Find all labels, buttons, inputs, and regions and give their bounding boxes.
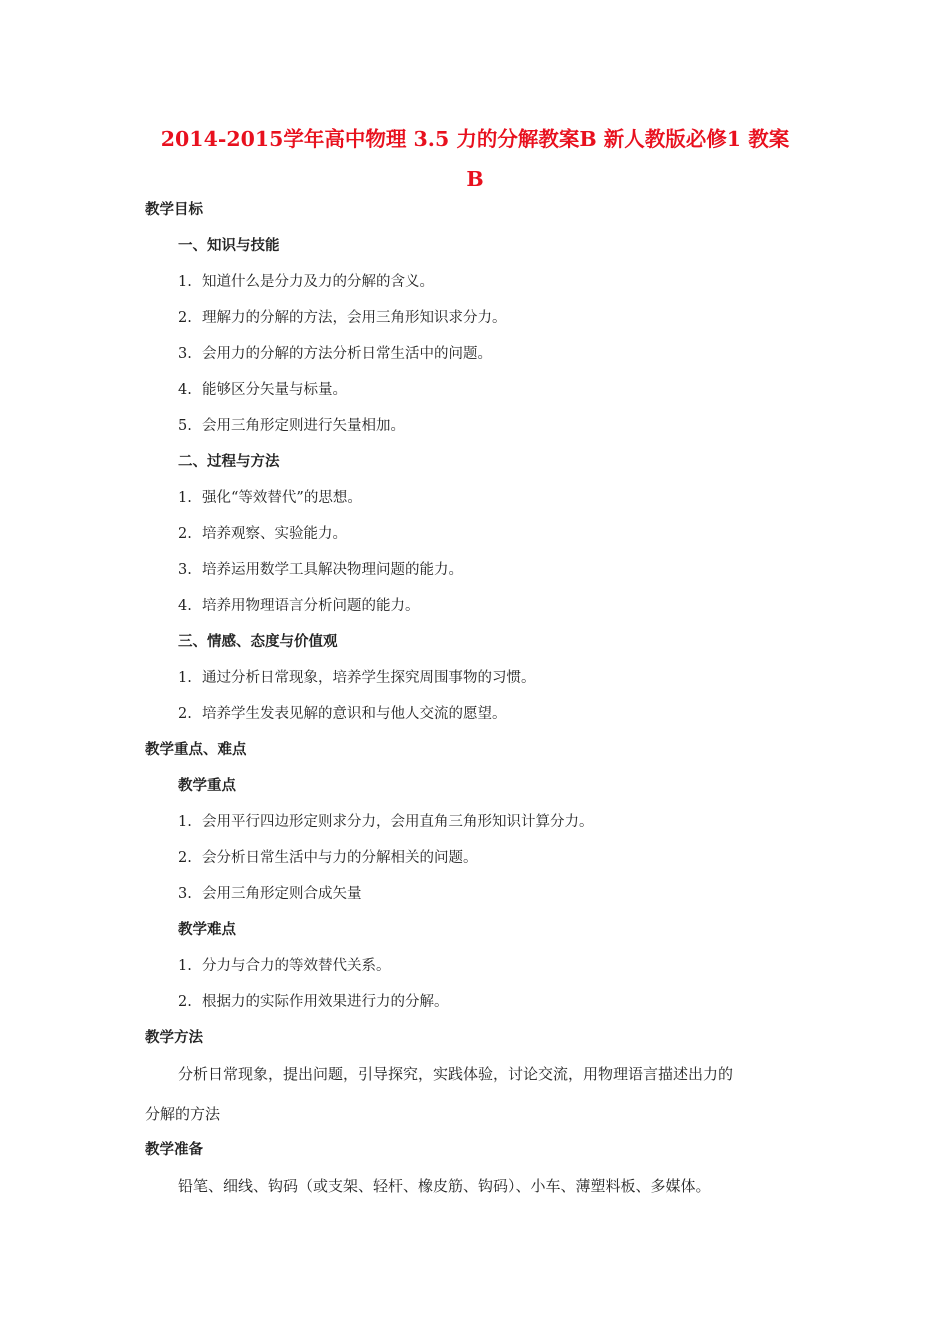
list-item bbox=[178, 344, 492, 364]
list-item bbox=[178, 524, 347, 544]
list-item-number: 2. bbox=[178, 526, 192, 542]
list-item-text: 培养观察、实验能力。 bbox=[202, 526, 347, 542]
subheading-knowledge: 一、知识与技能 bbox=[178, 238, 280, 254]
list-item bbox=[178, 704, 507, 724]
list-item bbox=[178, 992, 449, 1012]
list-item-text: 会用三角形定则进行矢量相加。 bbox=[202, 418, 405, 434]
list-item-number: 2. bbox=[178, 994, 192, 1010]
list-item bbox=[178, 596, 420, 616]
section-heading-methods: 教学方法 bbox=[145, 1030, 203, 1046]
list-item-number: 1. bbox=[178, 274, 192, 290]
list-item-number: 3. bbox=[178, 562, 192, 578]
section-heading-goals: 教学目标 bbox=[145, 202, 203, 218]
list-item-text: 会用三角形定则合成矢量 bbox=[202, 886, 362, 902]
list-item bbox=[178, 560, 463, 580]
list-item-text: 根据力的实际作用效果进行力的分解。 bbox=[202, 994, 449, 1010]
list-item-number: 3. bbox=[178, 346, 192, 362]
subheading-emotion: 三、情感、态度与价值观 bbox=[178, 634, 338, 650]
methods-paragraph-line-2: 分解的方法 bbox=[145, 1105, 221, 1123]
list-item-number: 5. bbox=[178, 418, 192, 434]
list-item-number: 3. bbox=[178, 886, 192, 902]
list-item bbox=[178, 812, 594, 832]
list-item-number: 4. bbox=[178, 382, 192, 398]
list-item bbox=[178, 308, 507, 328]
list-item-text: 理解力的分解的方法，会用三角形知识求分力。 bbox=[202, 310, 507, 326]
list-item bbox=[178, 848, 478, 868]
list-item-text: 知道什么是分力及力的分解的含义。 bbox=[202, 274, 434, 290]
list-item-text: 培养学生发表见解的意识和与他人交流的愿望。 bbox=[202, 706, 507, 722]
list-item-text: 强化“等效替代”的思想。 bbox=[202, 490, 362, 506]
subheading-process: 二、过程与方法 bbox=[178, 454, 280, 470]
list-item bbox=[178, 956, 391, 976]
list-item-text: 能够区分矢量与标量。 bbox=[202, 382, 347, 398]
subheading-difficulty: 教学难点 bbox=[178, 922, 236, 938]
title-line-1: 2014-2015学年高中物理 3.5 力的分解教案B 新人教版必修1 教案 bbox=[160, 127, 790, 151]
list-item-number: 1. bbox=[178, 490, 192, 506]
list-item-number: 2. bbox=[178, 850, 192, 866]
list-item-number: 1. bbox=[178, 670, 192, 686]
list-item-number: 4. bbox=[178, 598, 192, 614]
list-item bbox=[178, 272, 434, 292]
list-item-text: 分力与合力的等效替代关系。 bbox=[202, 958, 391, 974]
list-item-number: 2. bbox=[178, 706, 192, 722]
list-item-text: 通过分析日常现象，培养学生探究周围事物的习惯。 bbox=[202, 670, 536, 686]
section-heading-preparation: 教学准备 bbox=[145, 1142, 203, 1158]
section-heading-keypoints: 教学重点、难点 bbox=[145, 742, 247, 758]
preparation-paragraph: 铅笔、细线、钩码（或支架、轻杆、橡皮筋、钩码）、小车、薄塑料板、多媒体。 bbox=[178, 1177, 711, 1195]
list-item-text: 培养运用数学工具解决物理问题的能力。 bbox=[202, 562, 463, 578]
list-item bbox=[178, 380, 347, 400]
list-item-number: 1. bbox=[178, 814, 192, 830]
subheading-focus: 教学重点 bbox=[178, 778, 236, 794]
list-item-text: 会用平行四边形定则求分力，会用直角三角形知识计算分力。 bbox=[202, 814, 594, 830]
list-item-text: 会分析日常生活中与力的分解相关的问题。 bbox=[202, 850, 478, 866]
list-item bbox=[178, 416, 405, 436]
list-item bbox=[178, 884, 362, 904]
list-item-text: 培养用物理语言分析问题的能力。 bbox=[202, 598, 420, 614]
list-item-number: 1. bbox=[178, 958, 192, 974]
list-item-text: 会用力的分解的方法分析日常生活中的问题。 bbox=[202, 346, 492, 362]
list-item bbox=[178, 668, 536, 688]
title-line-2: B bbox=[466, 167, 484, 191]
document-title bbox=[140, 119, 810, 199]
list-item-number: 2. bbox=[178, 310, 192, 326]
methods-paragraph-line-1: 分析日常现象，提出问题，引导探究，实践体验，讨论交流，用物理语言描述出力的 bbox=[178, 1065, 734, 1083]
list-item bbox=[178, 488, 362, 508]
